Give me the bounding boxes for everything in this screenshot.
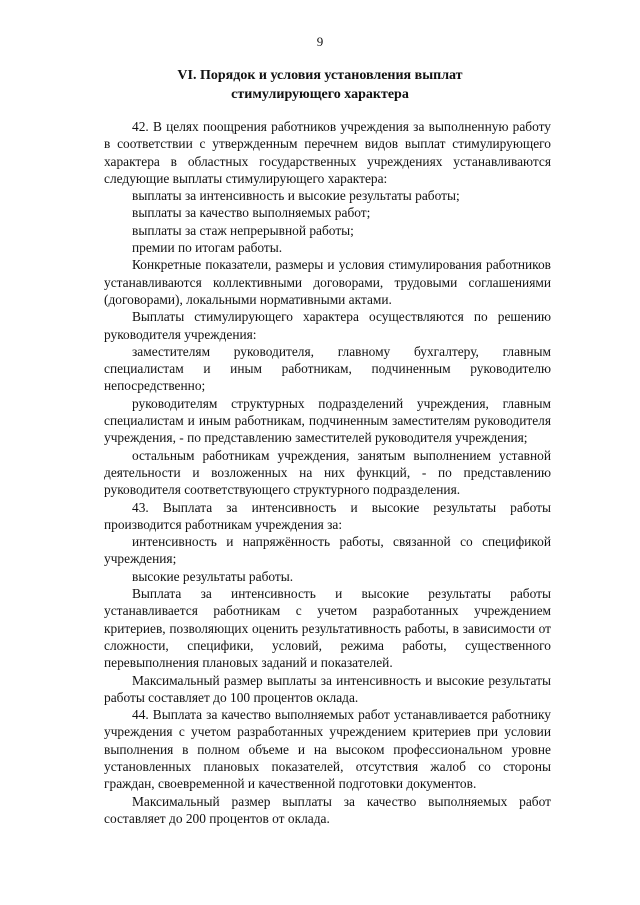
list-item: интенсивность и напряжённость работы, связанной со спецификой учреждения; [104,534,551,567]
paragraph: Выплата за интенсивность и высокие результаты работы устанавливается работникам с учетом разработанных учреждением критериев, позволяющих оценить результативность работы, в зависимости от сложности, специфики, условий, режима работы, существенного перевыполнения плановых заданий и показателей. [104,586,551,671]
list-item: выплаты за стаж непрерывной работы; [132,222,354,238]
list-item: выплаты за интенсивность и высокие результаты работы; [132,188,460,204]
list-item: остальным работникам учреждения, занятым выполнением уставной деятельности и возложенных на них функций, - по представлению руководителя соответствующего структурного подразделения. [104,447,551,498]
section-title-line-1: VI. Порядок и условия установления выплат [177,68,463,83]
document-body [104,118,551,827]
paragraph-42-intro: 42. В целях поощрения работников учреждения за выполненную работу в соответствии с утвержденным перечнем видов выплат стимулирующего характера в областных государственных учреждениях устанавливаются следующие выплаты стимулирующего характера: [104,119,551,186]
page-number: 9 [316,34,324,49]
list-item: заместителям руководителя, главному бухгалтеру, главным специалистам и иным работникам, подчиненным руководителю непосредственно; [104,343,551,394]
paragraph: Конкретные показатели, размеры и условия стимулирования работников устанавливаются коллективными договорами, трудовыми соглашениями (договорами), локальными нормативными актами. [104,257,551,307]
paragraph-43-intro: 43. Выплата за интенсивность и высокие результаты работы производится работникам учреждения за: [104,499,551,532]
list-item: выплаты за качество выполняемых работ; [132,205,371,221]
paragraph: Выплаты стимулирующего характера осуществляются по решению руководителя учреждения: [104,309,551,342]
section-title [0,66,640,104]
paragraph: Максимальный размер выплаты за качество выполняемых работ составляет до 200 процентов от оклада. [104,793,551,826]
section-title-line-2: стимулирующего характера [231,87,409,102]
list-item: руководителям структурных подразделений учреждения, главным специалистам и иным работникам, подчиненным заместителям руководителя учреждения, - по представлению заместителей руководителя учреждения; [104,395,551,446]
list-item: высокие результаты работы. [132,568,294,584]
paragraph-44: 44. Выплата за качество выполняемых работ устанавливается работнику учреждения с учетом разработанных учреждением критериев при условии выполнения в полном объеме и на высоком профессиональном уровне установленных плановых показателей, отсутствия жалоб со стороны граждан, своевременной и качественной подготовки документов. [104,707,551,792]
paragraph: Максимальный размер выплаты за интенсивность и высокие результаты работы составляет до 100 процентов оклада. [104,672,551,705]
list-item: премии по итогам работы. [132,240,283,256]
